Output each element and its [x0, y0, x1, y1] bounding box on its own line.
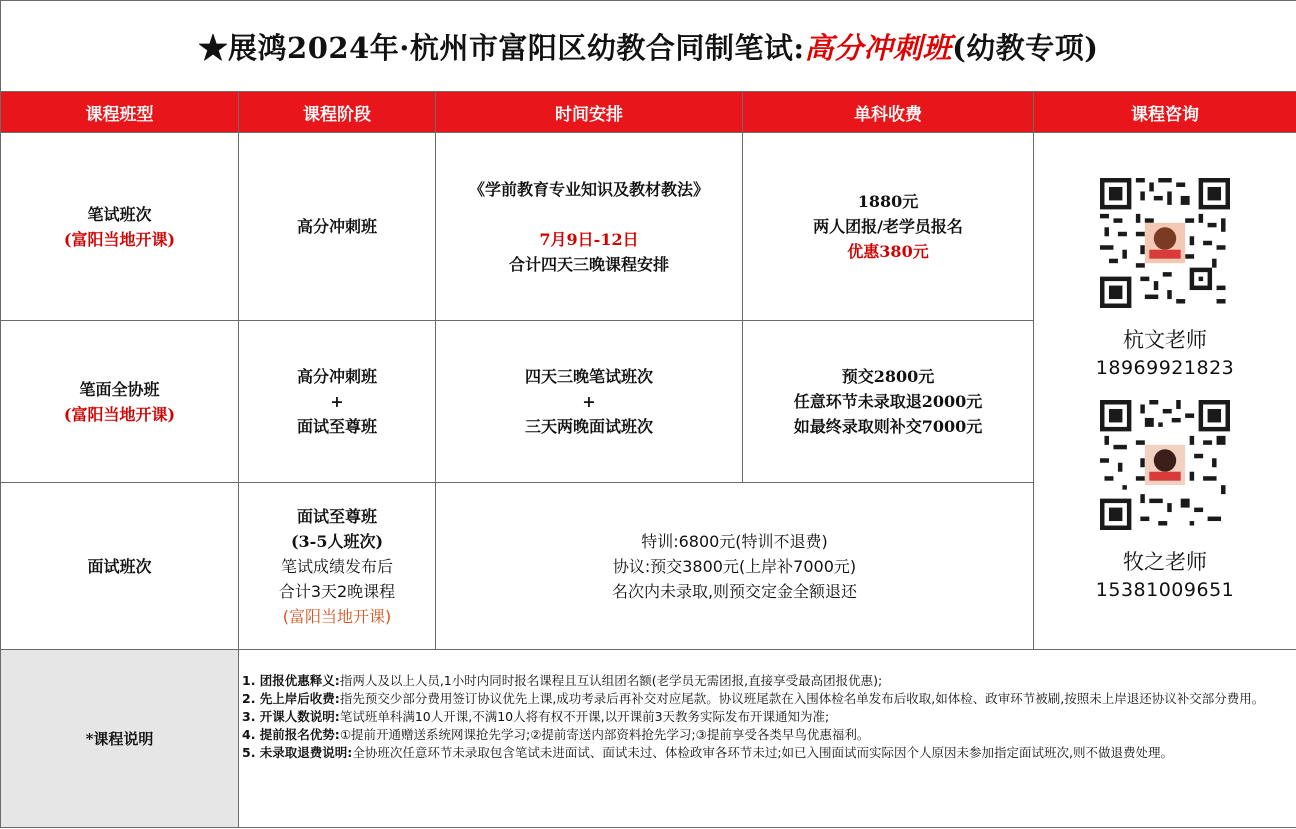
interview-type: 面试班次	[87, 556, 152, 576]
title-highlight: 高分冲刺班	[804, 30, 953, 65]
note-item	[242, 708, 1290, 726]
page-title	[1, 1, 1296, 92]
combo-schedule-2: 三天两晚面试班次	[524, 417, 653, 436]
title-suffix: (幼教专项)	[952, 30, 1099, 65]
note-text: 指先预交少部分费用签订协议优先上课,成功考录后再补交对应尾款。协议班尾款在入围体检名单发布后收取,如体检、政审环节被刷,按照未上岸退还协议补交部分费用。	[339, 691, 1265, 706]
note-text: 指两人及以上人员,1小时内同时报名课程且互认组团名额(老学员无需团报,直接享受最高团报优惠);	[339, 673, 883, 688]
note-item	[242, 690, 1290, 708]
note-item	[242, 744, 1290, 762]
interview-type-cell	[1, 483, 239, 650]
consult-block-2	[1034, 400, 1296, 604]
consult-cell	[1034, 133, 1296, 650]
note-key: 1. 团报优惠释义:	[242, 673, 340, 688]
written-schedule-subject: 《学前教育专业知识及教材教法》	[468, 179, 709, 199]
interview-fee-cell	[436, 483, 1034, 650]
combo-type-note: (富阳当地开课)	[63, 404, 176, 424]
teacher-name-2: 牧之老师	[1123, 550, 1208, 574]
interview-fee-1: 特训:6800元(特训不退费)	[641, 531, 828, 551]
header-schedule: 时间安排	[436, 92, 743, 133]
notes-row	[1, 650, 1296, 828]
teacher-phone-2[interactable]: 15381009651	[1095, 579, 1235, 601]
interview-stage-cell	[239, 483, 436, 650]
combo-stage-2: 面试至尊班	[296, 417, 377, 436]
combo-stage-cell	[239, 321, 436, 483]
note-item	[242, 672, 1290, 690]
written-stage: 高分冲刺班	[296, 217, 377, 236]
note-key: 3. 开课人数说明:	[242, 709, 340, 724]
header-consult: 课程咨询	[1034, 92, 1296, 133]
table-header	[1, 92, 1296, 133]
note-key: 4. 提前报名优势:	[242, 727, 340, 742]
combo-schedule-cell	[436, 321, 743, 483]
combo-type-cell	[1, 321, 239, 483]
combo-stage-1: 高分冲刺班	[296, 367, 377, 386]
note-text: 笔试班单科满10人开课,不满10人将有权不开课,以开课前3天教务实际发布开课通知为准;	[339, 709, 830, 724]
combo-stage-plus: +	[330, 392, 344, 411]
combo-fee-2: 任意环节未录取退2000元	[793, 392, 983, 411]
combo-fee-1: 预交2800元	[841, 367, 935, 386]
combo-type: 笔面全协班	[79, 379, 160, 399]
consult-block-1	[1034, 178, 1296, 382]
written-schedule-date: 7月9日-12日	[539, 229, 639, 249]
combo-schedule-1: 四天三晚笔试班次	[524, 367, 653, 386]
interview-stage-1: 面试至尊班	[296, 506, 377, 526]
teacher-phone-1[interactable]: 18969921823	[1095, 357, 1235, 379]
header-course-stage: 课程阶段	[239, 92, 436, 133]
note-text: 全协班次任意环节未录取包含笔试未进面试、面试未过、体检政审各环节未过;如已入围面试而实际因个人原因未参加指定面试班次,则不做退费处理。	[352, 745, 1174, 760]
qr-code-2[interactable]	[1100, 400, 1230, 530]
title-prefix: ★展鸿2024年·杭州市富阳区幼教合同制笔试:	[198, 30, 805, 65]
interview-stage-3: 笔试成绩发布后	[280, 556, 393, 576]
written-fee-price: 1880元	[857, 192, 919, 211]
interview-fee-2: 协议:预交3800元(上岸补7000元)	[612, 556, 857, 576]
written-stage-cell	[239, 133, 436, 321]
table-row-written	[1, 133, 1296, 321]
notes-label: *课程说明	[1, 650, 239, 828]
interview-stage-4: 合计3天2晚课程	[278, 581, 396, 601]
written-fee-group: 两人团报/老学员报名	[813, 217, 963, 236]
note-key: 5. 未录取退费说明:	[242, 745, 353, 760]
combo-schedule-plus: +	[582, 392, 596, 411]
note-text: ①提前开通赠送系统网课抢先学习;②提前寄送内部资料抢先学习;③提前享受各类早鸟优惠福利。	[339, 727, 870, 742]
interview-stage-5: (富阳当地开课)	[282, 606, 392, 626]
interview-stage-2: (3-5人班次)	[290, 531, 384, 551]
written-schedule-detail: 合计四天三晚课程安排	[508, 254, 669, 274]
note-item	[242, 726, 1290, 744]
written-type-cell	[1, 133, 239, 321]
written-fee-discount: 优惠380元	[847, 242, 929, 261]
written-type: 笔试班次	[87, 204, 152, 224]
qr-code-1[interactable]	[1100, 178, 1230, 308]
header-course-type: 课程班型	[1, 92, 239, 133]
header-fee: 单科收费	[743, 92, 1034, 133]
note-key: 2. 先上岸后收费:	[242, 691, 340, 706]
combo-fee-cell	[743, 321, 1034, 483]
notes-list	[239, 650, 1296, 828]
written-type-note: (富阳当地开课)	[63, 229, 176, 249]
combo-fee-3: 如最终录取则补交7000元	[793, 417, 983, 436]
interview-fee-3: 名次内未录取,则预交定金全额退还	[611, 581, 858, 601]
written-schedule-cell	[436, 133, 743, 321]
teacher-name-1: 杭文老师	[1123, 328, 1208, 352]
written-fee-cell	[743, 133, 1034, 321]
